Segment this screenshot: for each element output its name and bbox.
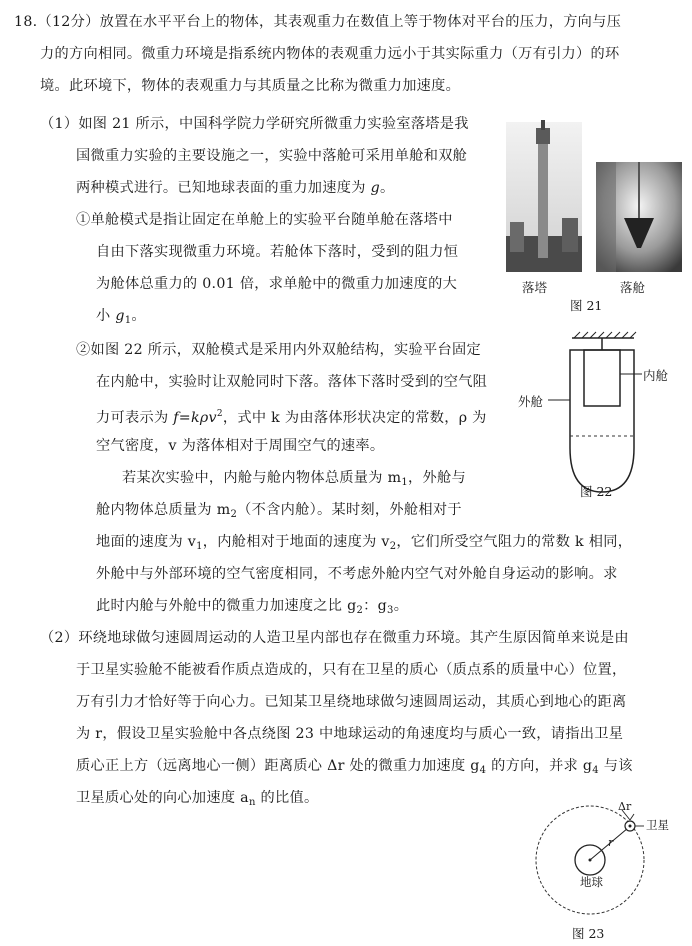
an-sub: n — [248, 797, 256, 808]
force-prefix: 力可表示为 — [96, 410, 174, 426]
part2-text-5a: 质心正上方（远离地心一侧）距离质心 Δr 处的微重力加速度 g — [76, 758, 480, 774]
part2-line-6 — [76, 788, 318, 813]
part2-text-5b: 的方向，并求 g — [486, 758, 593, 774]
g2-sub: 2 — [356, 605, 364, 616]
m1-sub: 1 — [401, 477, 409, 488]
g4-sub-a: 4 — [479, 765, 487, 776]
problem-header — [14, 12, 621, 32]
para2-text-h: 此时内舱与外舱中的微重力加速度之比 g — [96, 598, 357, 614]
part2-line-5 — [76, 756, 633, 781]
m2-sub: 2 — [230, 509, 238, 520]
sub1-line-1: ①单舱模式是指让固定在单舱上的实验平台随单舱在落塔中 — [76, 212, 453, 228]
part1-end-mark: 。 — [379, 180, 395, 196]
para2-text-d: （不含内舱）。某时刻，外舱相对于 — [237, 502, 462, 518]
para2-text-e: 地面的速度为 v — [96, 534, 197, 550]
sub2-line-2: 在内舱中，实验时让双舱同时下落。落体下落时受到的空气阻 — [96, 374, 488, 390]
part2-label: （2） — [40, 630, 79, 646]
sub2-para2-line-5 — [96, 596, 408, 621]
para2-text-i: ：g — [363, 598, 388, 614]
part2-text-1: 环绕地球做匀速圆周运动的人造卫星内部也存在微重力环境。其产生原因简单来说是由 — [78, 630, 629, 646]
part2-line-3: 万有引力才恰好等于向心力。已知某卫星绕地球做匀速圆周运动，其质心到地心的距离 — [76, 694, 627, 710]
v1-sub: 1 — [196, 541, 203, 552]
tower-shaft — [538, 138, 548, 258]
para2-text-a: 若某次实验中，内舱与舱内物体总质量为 m — [122, 470, 402, 486]
part2-text-5c: 与该 — [598, 758, 633, 774]
figure-22-diagram — [512, 330, 687, 505]
g4-sub-b: 4 — [592, 765, 599, 776]
sub2-line-3 — [96, 404, 487, 428]
para2-text-g: ，它们所受空气阻力的常数 k 相同， — [396, 534, 633, 550]
fig21-right-label: 落舱 — [620, 280, 646, 295]
intro-line-3: 境。此环境下，物体的表观重力与其质量之比称为微重力加速度。 — [40, 78, 461, 94]
part1-label: （1） — [40, 116, 79, 132]
outer-capsule — [570, 350, 634, 492]
part2-line-4: 为 r，假设卫星实验舱中各点绕图 23 中地球运动的角速度均与质心一致，请指出卫星 — [76, 726, 624, 742]
figure-23 — [522, 800, 687, 942]
part2-line-1 — [40, 628, 629, 648]
fig22-caption: 图 22 — [580, 484, 613, 499]
drag-formula-sup: 2 — [216, 409, 223, 419]
intro-line-2: 力的方向相同。微重力环境是指系统内物体的表观重力远小于其实际重力（万有引力）的环 — [40, 46, 620, 62]
satellite-center — [629, 825, 632, 828]
fig23-caption: 图 23 — [572, 926, 605, 941]
sub2-para2-line-4: 外舱中与外部环境的空气密度相同，不考虑外舱内空气对外舱自身运动的影响。求 — [96, 566, 618, 582]
sub2-para2-line-3 — [96, 532, 632, 557]
part1-text-1: 如图 21 所示，中国科学院力学研究所微重力实验室落塔是我 — [78, 116, 469, 132]
inner-capsule-label: 内舱 — [643, 368, 669, 383]
sub1-line-4 — [96, 306, 146, 331]
sub2-para2-line-2 — [96, 500, 462, 525]
sub2-para2-line-1 — [122, 468, 466, 493]
g1-subscript: 1 — [124, 315, 132, 326]
sub1-line-3: 为舱体总重力的 0.01 倍，求单舱中的微重力加速度的大 — [96, 276, 458, 292]
part1-line-2: 国微重力实验的主要设施之一，实验中落舱可采用单舱和双舱 — [76, 148, 468, 164]
figure-21 — [504, 118, 684, 338]
g1-symbol: g — [115, 308, 125, 324]
dr-label: Δr — [618, 800, 632, 813]
satellite-label: 卫星 — [646, 818, 669, 832]
part2-text-6b: 的比值。 — [255, 790, 319, 806]
g-symbol: g — [370, 180, 380, 196]
outer-capsule-label: 外舱 — [518, 394, 544, 409]
intro-line-1: 放置在水平平台上的物体，其表观重力在数值上等于物体对平台的压力，方向与压 — [99, 14, 622, 30]
earth-label: 地球 — [580, 875, 603, 889]
tower-top — [536, 128, 550, 144]
para2-text-c: 舱内物体总质量为 m — [96, 502, 231, 518]
fig21-left-label: 落塔 — [522, 280, 548, 295]
problem-score: （12分） — [37, 14, 100, 30]
ceiling-hatch — [574, 332, 636, 338]
part1-line-3 — [76, 178, 394, 198]
figure-22 — [512, 330, 687, 505]
drag-formula: f=kρv — [173, 410, 217, 426]
sub2-line-1: ②如图 22 所示，双舱模式是采用内外双舱结构，实验平台固定 — [76, 342, 481, 358]
fig21-caption: 图 21 — [570, 298, 603, 313]
sub1-line-2: 自由下落实现微重力环境。若舱体下落时，受到的阻力恒 — [96, 244, 459, 260]
earth-center — [589, 859, 592, 862]
g3-sub: 3 — [387, 605, 394, 616]
part2-line-2: 于卫星实验舱不能被看作质点造成的，只有在卫星的质心（质点系的质量中心）位置， — [76, 662, 627, 678]
para2-text-j: 。 — [393, 598, 409, 614]
force-suffix: ，式中 k 为由落体形状决定的常数，ρ 为 — [222, 410, 487, 426]
para2-text-b: ，外舱与 — [408, 470, 466, 486]
sub1-text-4: 小 — [96, 308, 116, 324]
problem-number: 18. — [14, 14, 38, 30]
para2-text-f: ，内舱相对于地面的速度为 v — [202, 534, 390, 550]
part2-text-6a: 卫星质心处的向心加速度 a — [76, 790, 249, 806]
part1-line-1 — [40, 114, 469, 134]
part1-text-3: 两种模式进行。已知地球表面的重力加速度为 — [76, 180, 371, 196]
r-label: r — [608, 836, 614, 849]
v2-sub: 2 — [389, 541, 397, 552]
sub1-end: 。 — [131, 308, 146, 324]
inner-capsule — [584, 350, 620, 406]
sub2-line-4: 空气密度，v 为落体相对于周围空气的速率。 — [96, 438, 385, 454]
